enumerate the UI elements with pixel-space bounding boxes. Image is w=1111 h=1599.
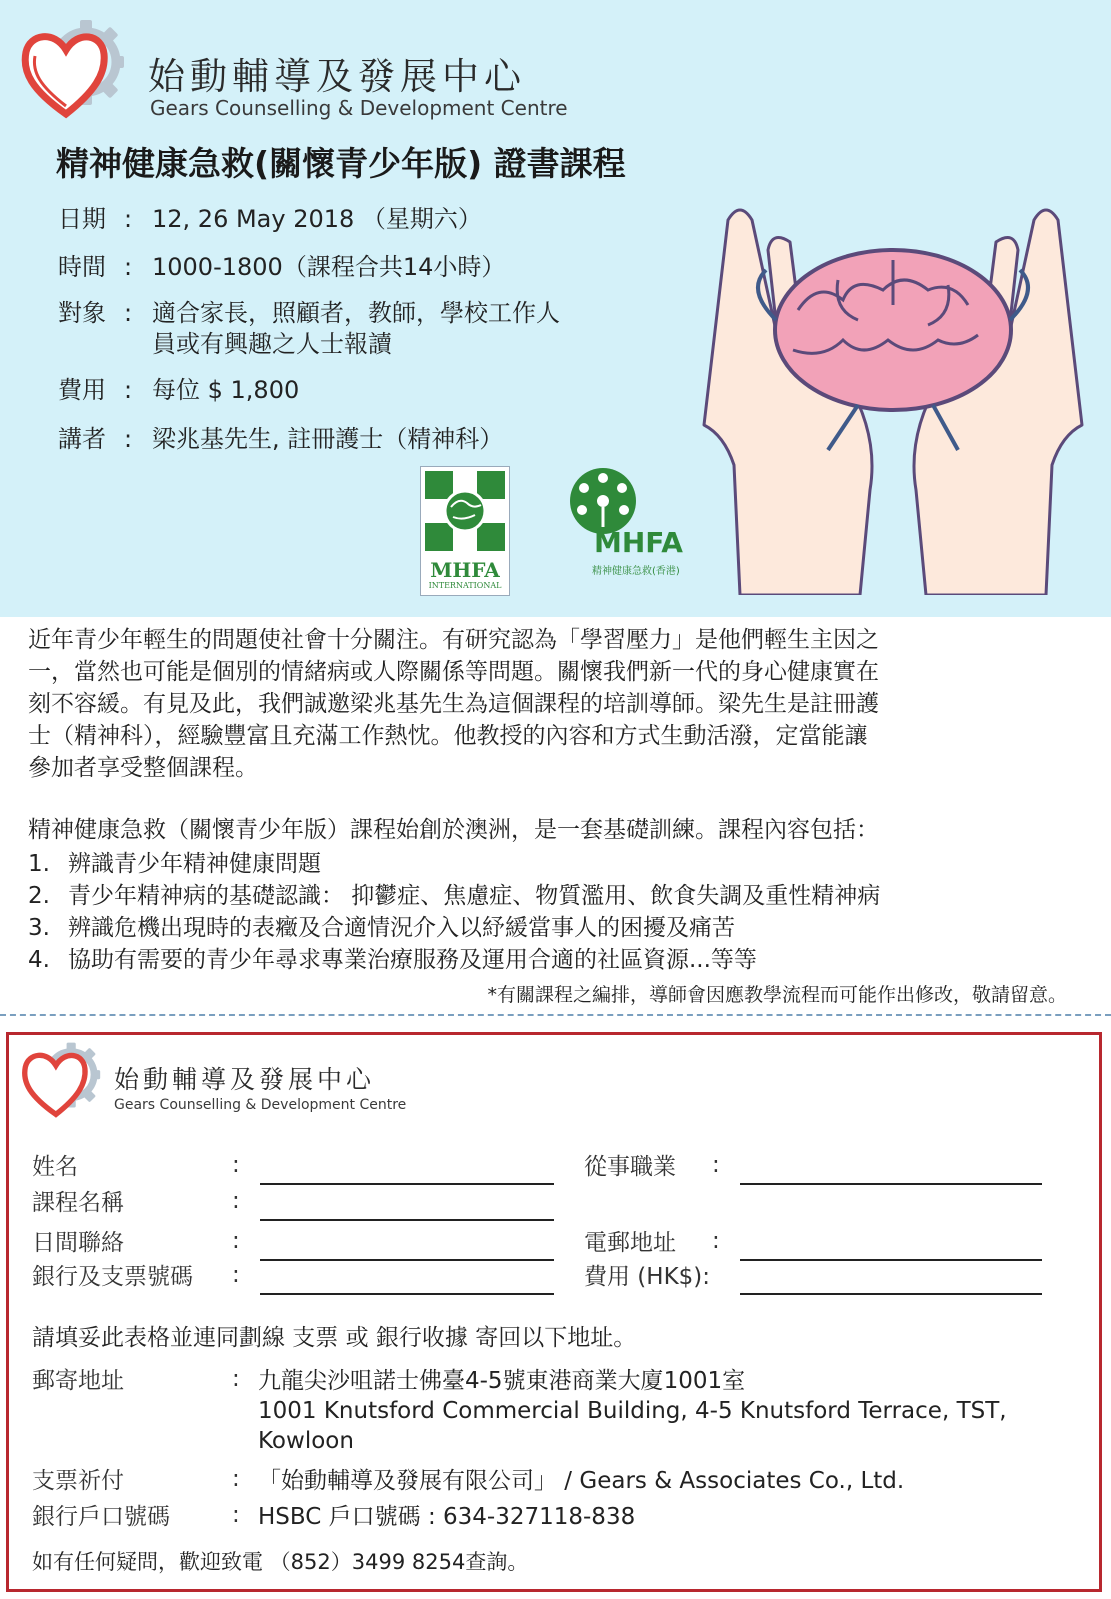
hands-holding-brain-icon xyxy=(688,190,1098,595)
list-item: 青少年精神病的基礎認識： 抑鬱症、焦慮症、物質濫用、飲食失調及重性精神病 xyxy=(68,883,881,909)
bank-cheque-label: 銀行及支票號碼 xyxy=(32,1264,193,1290)
disclaimer-note: *有關課程之編排，導師會因應教學流程而可能作出修改，敬請留意。 xyxy=(487,984,1067,1006)
postal-address-zh: 九龍尖沙咀諾士佛臺4-5號東港商業大廈1001室 xyxy=(258,1368,746,1394)
fee-hkd-input-line[interactable] xyxy=(740,1293,1042,1295)
cheque-payable-value: 「始動輔導及發展有限公司」 / Gears & Associates Co., Ltd. xyxy=(258,1468,905,1494)
mhfa-hk-text: MHFA xyxy=(594,526,683,559)
bank-account-label: 銀行戶口號碼 xyxy=(32,1504,170,1530)
bank-account-colon: : xyxy=(232,1502,240,1528)
list-number: 3. xyxy=(28,915,50,941)
email-label: 電郵地址 xyxy=(584,1230,676,1256)
course-name-colon: : xyxy=(232,1188,240,1214)
mhfa-international-logo xyxy=(420,466,510,596)
enquiry-text: 如有任何疑問，歡迎致電 （852）3499 8254查詢。 xyxy=(32,1550,529,1574)
course-title: 精神健康急救(關懷青少年版) 證書課程 xyxy=(56,144,626,183)
time-colon: : xyxy=(124,253,133,281)
postal-label: 郵寄地址 xyxy=(32,1368,124,1394)
form-org-name-en: Gears Counselling & Development Centre xyxy=(114,1097,407,1113)
course-name-label: 課程名稱 xyxy=(32,1190,124,1216)
paragraph-line: 一，當然也可能是個別的情緒病或人際關係等問題。關懷我們新一代的身心健康實在 xyxy=(28,659,879,685)
date-value: 12, 26 May 2018 （星期六） xyxy=(152,205,482,233)
date-label: 日期 xyxy=(58,205,106,233)
day-contact-label: 日間聯絡 xyxy=(32,1230,124,1256)
time-label: 時間 xyxy=(58,253,106,281)
mhfa-hk-sub: 精神健康急救(香港) xyxy=(592,566,680,577)
bank-cheque-colon: : xyxy=(232,1262,240,1288)
course-name-input-line[interactable] xyxy=(260,1219,554,1221)
heart-gear-logo-icon xyxy=(20,1038,104,1122)
postal-address-en-1: 1001 Knutsford Commercial Building, 4-5 Knutsford Terrace, TST, xyxy=(258,1398,1007,1424)
cut-line-divider xyxy=(0,1014,1111,1016)
list-number: 4. xyxy=(28,947,50,973)
fee-colon: : xyxy=(124,376,133,404)
audience-value-line2: 員或有興趣之人士報讀 xyxy=(152,330,392,358)
postal-colon: : xyxy=(232,1366,240,1392)
date-colon: : xyxy=(124,205,133,233)
time-value: 1000-1800（課程合共14小時） xyxy=(152,253,506,281)
fee-hkd-label: 費用 (HK$): xyxy=(584,1264,711,1290)
org-name-zh: 始動輔導及發展中心 xyxy=(148,55,526,98)
name-label: 姓名 xyxy=(32,1154,78,1180)
list-item: 協助有需要的青少年尋求專業治療服務及運用合適的社區資源...等等 xyxy=(68,947,757,973)
paragraph-line: 士（精神科），經驗豐富且充滿工作熱忱。他教授的內容和方式生動活潑，定當能讓 xyxy=(28,723,868,749)
occupation-input-line[interactable] xyxy=(740,1183,1042,1185)
speaker-colon: : xyxy=(124,425,133,453)
list-item: 辨識危機出現時的表癥及合適情況介入以紓緩當事人的困擾及痛苦 xyxy=(68,915,735,941)
audience-colon: : xyxy=(124,299,133,327)
org-name-en: Gears Counselling & Development Centre xyxy=(150,96,568,120)
bank-cheque-input-line[interactable] xyxy=(260,1293,554,1295)
paragraph-line: 刻不容緩。有見及此，我們誠邀梁兆基先生為這個課程的培訓導師。梁先生是註冊護 xyxy=(28,691,879,717)
list-item: 辨識青少年精神健康問題 xyxy=(68,851,321,877)
name-colon: : xyxy=(232,1152,240,1178)
speaker-value: 梁兆基先生, 註冊護士（精神科） xyxy=(152,425,504,453)
form-org-name-zh: 始動輔導及發展中心 xyxy=(114,1065,376,1094)
list-number: 2. xyxy=(28,883,50,909)
cheque-payable-label: 支票祈付 xyxy=(32,1468,124,1494)
occupation-colon: : xyxy=(712,1152,720,1178)
green-cross-globe-icon xyxy=(421,467,509,555)
mhfa-international-sub: INTERNATIONAL xyxy=(428,581,502,590)
name-input-line[interactable] xyxy=(260,1183,554,1185)
speaker-label: 講者 xyxy=(58,425,106,453)
fee-value: 每位 $ 1,800 xyxy=(152,376,300,404)
list-number: 1. xyxy=(28,851,50,877)
paragraph-line: 近年青少年輕生的問題使社會十分關注。有研究認為「學習壓力」是他們輕生主因之 xyxy=(28,627,879,653)
description-paragraph xyxy=(28,624,1088,784)
paragraph-line: 參加者享受整個課程。 xyxy=(28,755,258,781)
email-colon: : xyxy=(712,1228,720,1254)
day-contact-colon: : xyxy=(232,1228,240,1254)
mhfa-hk-logo xyxy=(564,466,694,596)
day-contact-input-line[interactable] xyxy=(260,1259,554,1261)
heart-gear-logo-icon xyxy=(20,14,128,124)
audience-value-line1: 適合家長，照顧者，教師，學校工作人 xyxy=(152,299,560,327)
occupation-label: 從事職業 xyxy=(584,1154,676,1180)
course-intro: 精神健康急救（關懷青少年版）課程始創於澳洲，是一套基礎訓練。課程內容包括： xyxy=(28,817,879,843)
form-instruction: 請填妥此表格並連同劃線 支票 或 銀行收據 寄回以下地址。 xyxy=(32,1325,637,1351)
fee-label: 費用 xyxy=(58,376,106,404)
audience-label: 對象 xyxy=(58,299,106,327)
mhfa-international-text: MHFA xyxy=(430,558,500,582)
email-input-line[interactable] xyxy=(740,1259,1042,1261)
postal-address-en-2: Kowloon xyxy=(258,1428,354,1454)
cheque-payable-colon: : xyxy=(232,1466,240,1492)
bank-account-value: HSBC 戶口號碼 : 634-327118-838 xyxy=(258,1504,636,1530)
